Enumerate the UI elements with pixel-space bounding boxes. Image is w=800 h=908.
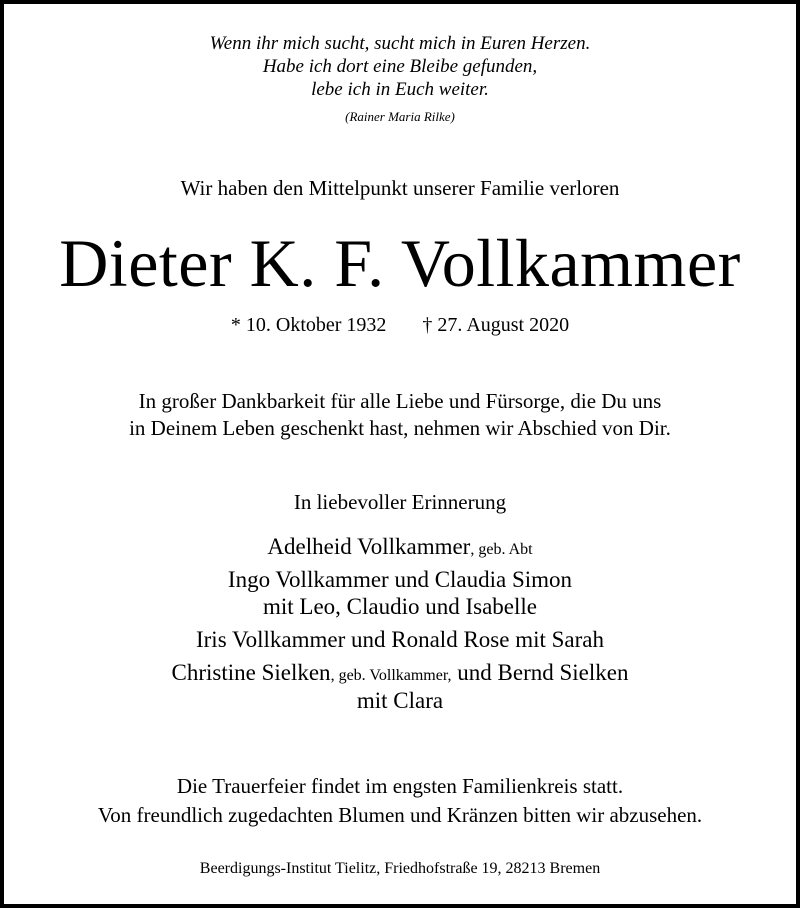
maiden-name: , geb. Abt [470,541,533,558]
notice-line-2: Von freundlich zugedachten Blumen und Kränzen bitten wir abzusehen. [97,803,703,827]
family-line-1 [0,534,800,563]
family-line-2: Ingo Vollkammer und Claudia Simon [227,567,573,592]
poem-author: (Rainer Maria Rilke) [345,109,455,124]
family-line-6: mit Clara [356,688,444,713]
family-line-5 [0,660,800,689]
maiden-name: , geb. Vollkammer, [330,667,452,684]
family-line-3: mit Leo, Claudio und Isabelle [262,594,538,619]
family-member-partner: und Bernd Sielken [451,660,629,685]
message-line-2: in Deinem Leben geschenkt hast, nehmen wir Abschied von Dir. [129,416,671,440]
deceased-name: Dieter K. F. Vollkammer [59,225,741,301]
life-dates [0,314,800,337]
birth-date: * 10. Oktober 1932 [230,314,387,336]
poem-line-2: Habe ich dort eine Bleibe gefunden, [262,56,538,77]
death-date: † 27. August 2020 [422,314,570,336]
intro-text: Wir haben den Mittelpunkt unserer Familie verloren [180,176,620,200]
remembrance-heading: In liebevoller Erinnerung [293,490,507,514]
family-member-name: Adelheid Vollkammer [267,534,471,559]
poem-line-1: Wenn ihr mich sucht, sucht mich in Euren Herzen. [209,33,591,54]
family-line-4: Iris Vollkammer und Ronald Rose mit Sarah [195,627,604,652]
notice-line-1: Die Trauerfeier findet im engsten Familienkreis statt. [176,774,624,798]
message-line-1: In großer Dankbarkeit für alle Liebe und Fürsorge, die Du uns [138,389,662,413]
poem-line-3: lebe ich in Euch weiter. [311,79,489,100]
funeral-home-address: Beerdigungs-Institut Tielitz, Friedhofstraße 19, 28213 Bremen [199,860,601,877]
family-member-name: Christine Sielken [171,660,331,685]
